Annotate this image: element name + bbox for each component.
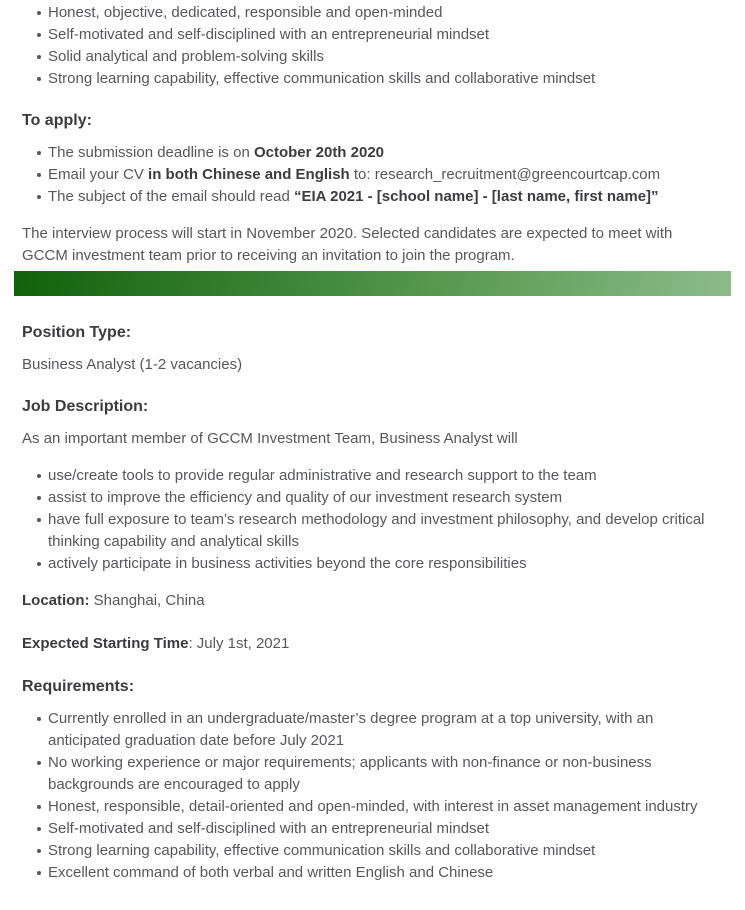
section-divider <box>14 271 731 296</box>
bold-text: Expected Starting Time <box>22 635 189 652</box>
list-item <box>48 818 721 840</box>
list-item <box>48 186 721 208</box>
bullet-icon <box>37 849 41 853</box>
bullet-text: actively participate in business activities beyond the core responsibilities <box>48 555 527 572</box>
bullet-text <box>48 144 384 161</box>
bold-text: Location: <box>22 592 90 609</box>
bullet-icon <box>37 151 41 155</box>
bold-text: “EIA 2021 - [school name] - [last name, first name]” <box>293 188 659 205</box>
requirements-heading: Requirements: <box>22 678 135 695</box>
bullet-icon <box>37 474 41 478</box>
text: Shanghai, China <box>89 592 205 609</box>
position-type-heading: Position Type: <box>22 324 132 341</box>
requirements-list <box>22 708 721 884</box>
bullet-text <box>48 188 659 205</box>
bullet-text: use/create tools to provide regular administrative and research support to the team <box>48 467 597 484</box>
start-time-line <box>22 633 721 655</box>
interview-note: The interview process will start in November 2020. Selected candidates are expected to meet with GCCM investment team prior to receiving an invitation to join the program. <box>22 225 673 264</box>
bullet-text: Self-motivated and self-disciplined with an entrepreneurial mindset <box>48 26 490 43</box>
text: to: research_recruitment@greencourtcap.com <box>349 166 661 183</box>
bullet-text: Currently enrolled in an undergraduate/master’s degree program at a top university, with an anticipated graduation date before July 2021 <box>48 710 654 749</box>
bullet-icon <box>37 496 41 500</box>
list-item <box>48 708 721 752</box>
bullet-icon <box>37 717 41 721</box>
bullet-text: Self-motivated and self-disciplined with an entrepreneurial mindset <box>48 820 490 837</box>
bullet-icon <box>37 55 41 59</box>
location-line <box>22 590 721 612</box>
bullet-text: Strong learning capability, effective communication skills and collaborative mindset <box>48 70 596 87</box>
list-item <box>48 840 721 862</box>
bold-text: in both Chinese and English <box>148 166 350 183</box>
bullet-icon <box>37 195 41 199</box>
list-item <box>48 465 721 487</box>
position-type-value: Business Analyst (1-2 vacancies) <box>22 356 243 373</box>
bullet-text: have full exposure to team’s research methodology and investment philosophy, and develop critical thinking capability and analytical skills <box>48 511 705 550</box>
bullet-icon <box>37 871 41 875</box>
text: Email your CV <box>48 166 149 183</box>
to-apply-list <box>22 142 721 208</box>
list-item <box>48 24 721 46</box>
job-description-list <box>22 465 721 575</box>
bullet-text: Honest, responsible, detail-oriented and open-minded, with interest in asset management industry <box>48 798 698 815</box>
list-item <box>48 752 721 796</box>
bullet-icon <box>37 761 41 765</box>
list-item <box>48 553 721 575</box>
bullet-text: Solid analytical and problem-solving skills <box>48 48 324 65</box>
job-description-heading: Job Description: <box>22 398 149 415</box>
bullet-icon <box>37 827 41 831</box>
list-item <box>48 509 721 553</box>
bullet-text <box>48 166 660 183</box>
bullet-icon <box>37 11 41 15</box>
bullet-icon <box>37 518 41 522</box>
text: : July 1st, 2021 <box>188 635 290 652</box>
to-apply-heading: To apply: <box>22 112 92 129</box>
candidate-qualities-list <box>22 2 721 90</box>
bullet-text: No working experience or major requirements; applicants with non-finance or non-business backgrounds are encouraged to apply <box>48 754 652 793</box>
bullet-text: assist to improve the efficiency and quality of our investment research system <box>48 489 563 506</box>
bullet-icon <box>37 77 41 81</box>
text: The subject of the email should read <box>48 188 294 205</box>
list-item <box>48 2 721 24</box>
bullet-icon <box>37 562 41 566</box>
job-description-intro: As an important member of GCCM Investment Team, Business Analyst will <box>22 430 518 447</box>
text: The submission deadline is on <box>48 144 254 161</box>
list-item <box>48 142 721 164</box>
list-item <box>48 46 721 68</box>
bullet-icon <box>37 173 41 177</box>
list-item <box>48 796 721 818</box>
bullet-text: Excellent command of both verbal and written English and Chinese <box>48 864 494 881</box>
list-item <box>48 68 721 90</box>
list-item <box>48 164 721 186</box>
bullet-icon <box>37 805 41 809</box>
list-item <box>48 487 721 509</box>
list-item <box>48 862 721 884</box>
bold-text: October 20th 2020 <box>253 144 385 161</box>
bullet-icon <box>37 33 41 37</box>
bullet-text: Honest, objective, dedicated, responsible and open-minded <box>48 4 443 21</box>
bullet-text: Strong learning capability, effective communication skills and collaborative mindset <box>48 842 596 859</box>
